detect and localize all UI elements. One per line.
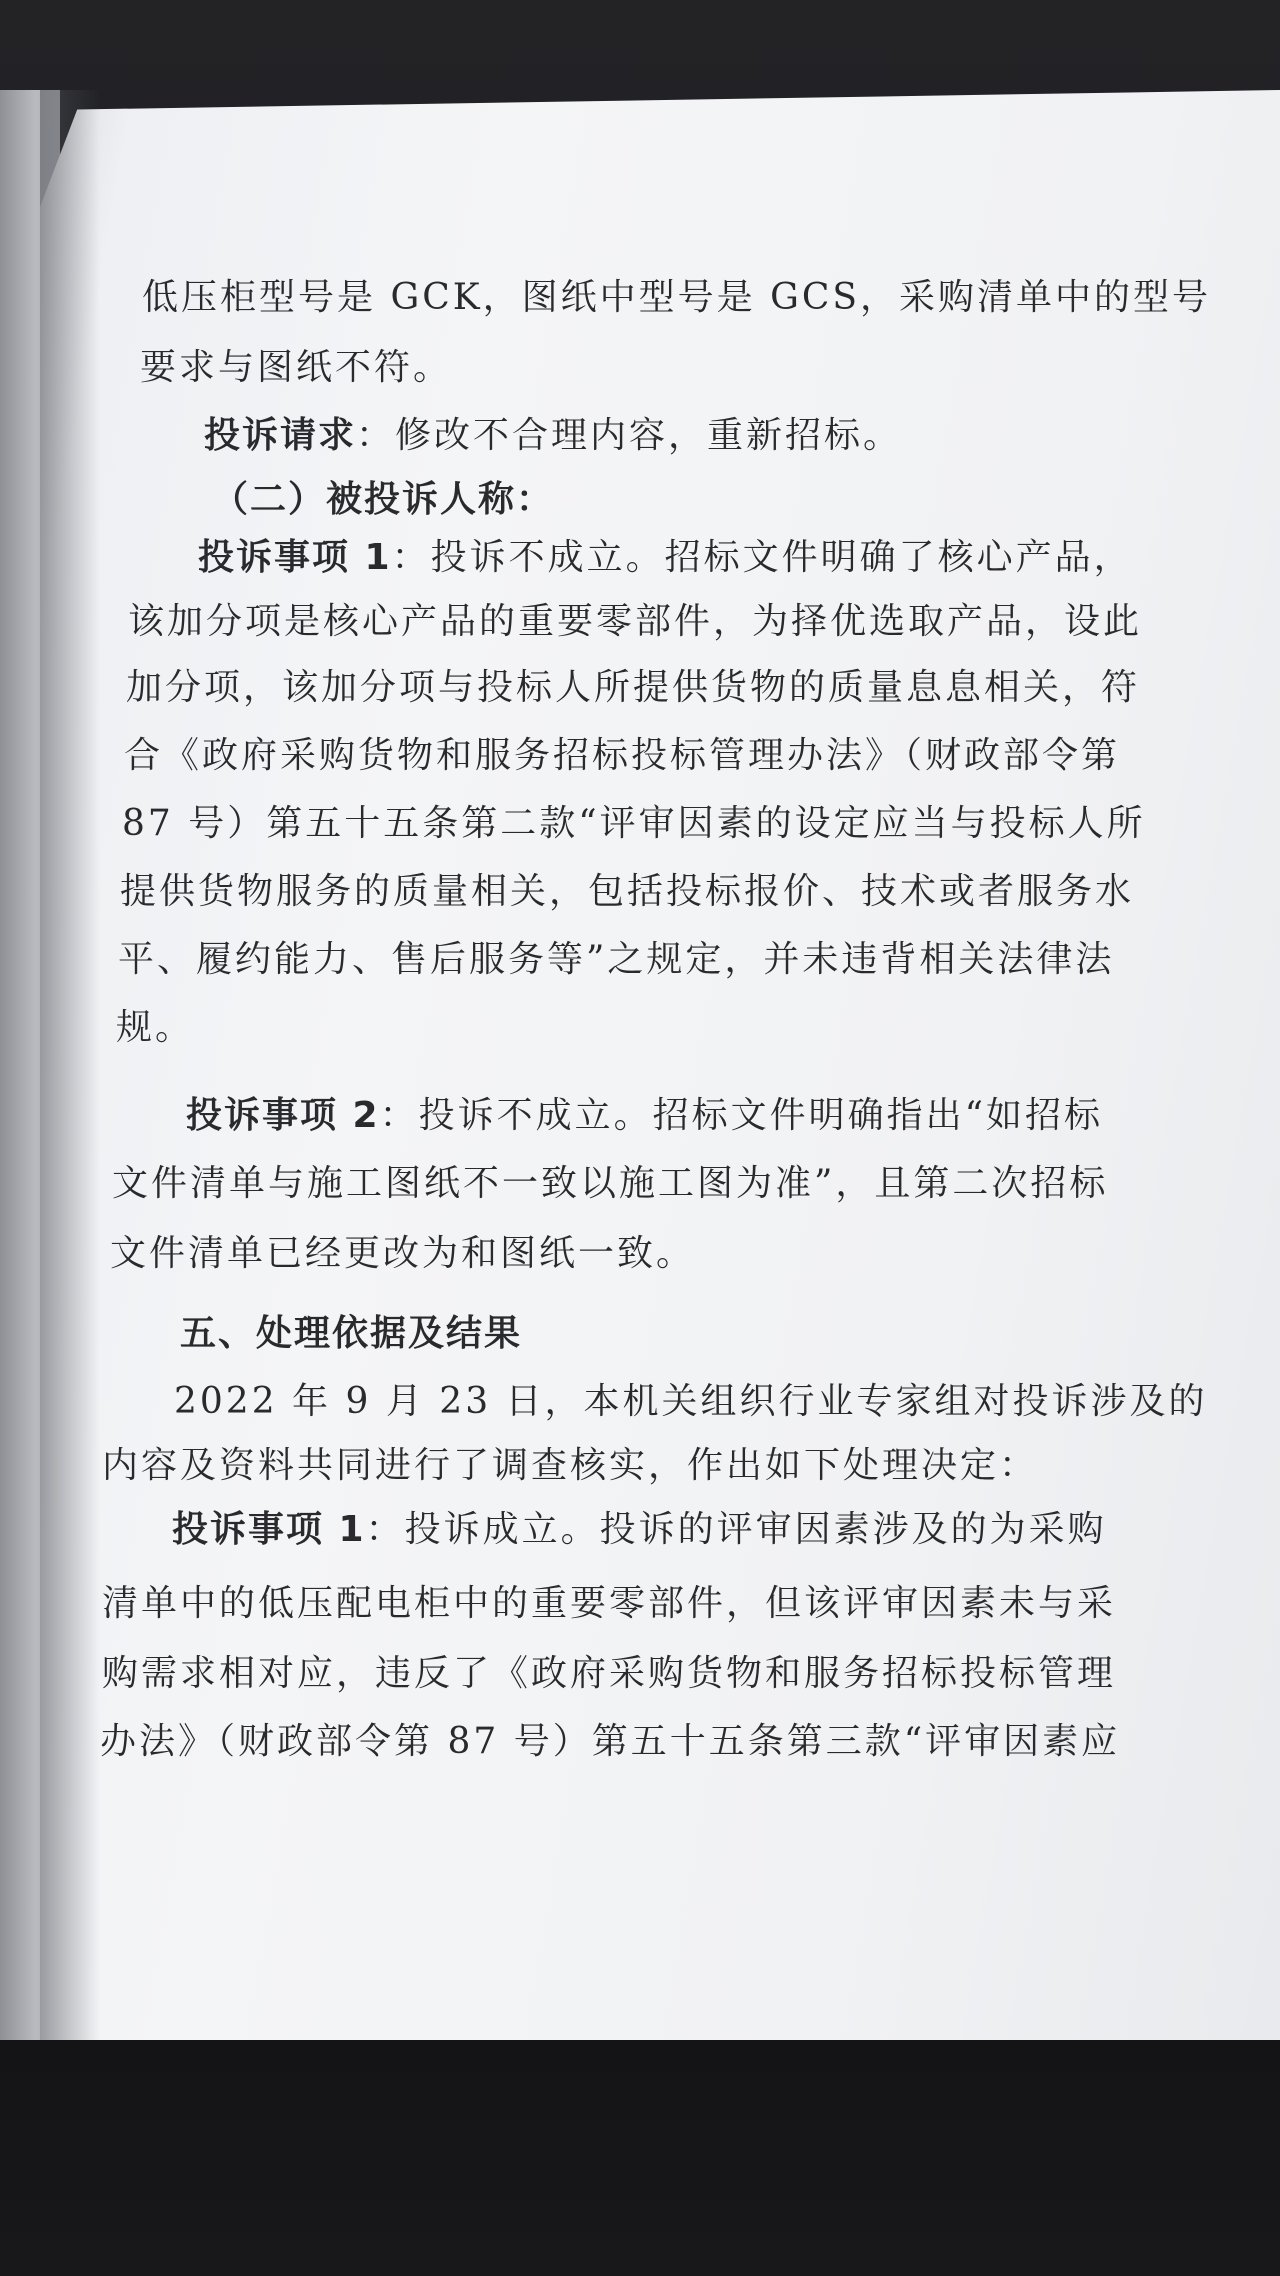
complaint-item-line [186,1095,1103,1136]
body-line [116,1007,195,1048]
body-line [112,1163,1109,1204]
heading-text: 五、处理依据及结果 [180,1313,523,1354]
body-line [122,803,1146,844]
body-line [128,601,1143,642]
line-text: ：修改不合理内容，重新招标。 [356,415,903,456]
body-line [110,1233,696,1274]
line-text: 文件清单已经更改为和图纸一致。 [110,1233,696,1274]
line-text: ：投诉不成立。招标文件明确指出“如招标 [379,1095,1103,1136]
line-text: 87 号）第五十五条第二款“评审因素的设定应当与投标人所 [122,803,1146,844]
line-text: 该加分项是核心产品的重要零部件，为择优选取产品，设此 [128,601,1143,642]
line-text: 2022 年 9 月 23 日，本机关组织行业专家组对投诉涉及的 [174,1381,1208,1422]
line-text: 提供货物服务的质量相关，包括投标报价、技术或者服务水 [120,871,1135,912]
subheading-text: （二）被投诉人称： [212,479,555,520]
line-label-bold: 投诉请求 [204,415,357,456]
line-text: 内容及资料共同进行了调查核实，作出如下处理决定： [102,1445,1039,1486]
body-line [124,735,1121,776]
body-line [120,871,1135,912]
line-text: 文件清单与施工图纸不一致以施工图为准”，且第二次招标 [112,1163,1109,1204]
body-line [140,347,453,388]
line-text: 加分项，该加分项与投标人所提供货物的质量息息相关，符 [126,667,1141,708]
line-label-bold: 投诉事项 1 [172,1509,366,1550]
line-text: 要求与图纸不符。 [140,347,453,388]
section-subheading [212,479,555,520]
line-text: 平、履约能力、售后服务等”之规定，并未违背相关法律法 [118,939,1115,980]
line-text: 清单中的低压配电柜中的重要零部件，但该评审因素未与采 [102,1583,1117,1624]
line-text: 购需求相对应，违反了《政府采购货物和服务招标投标管理 [102,1653,1117,1694]
complaint-item-line [172,1509,1107,1550]
body-line [126,667,1141,708]
complaint-request-line [204,415,903,456]
line-text: 合《政府采购货物和服务招标投标管理办法》（财政部令第 [124,735,1121,776]
line-text: 规。 [116,1007,195,1048]
line-label-bold: 投诉事项 1 [198,537,392,578]
body-line [174,1381,1208,1422]
table-surface [0,2040,1280,2276]
body-line [142,277,1212,318]
line-text: 低压柜型号是 GCK，图纸中型号是 GCS，采购清单中的型号 [142,277,1212,318]
body-line [118,939,1115,980]
body-line [102,1445,1039,1486]
line-label-bold: 投诉事项 2 [186,1095,380,1136]
line-text: 办法》（财政部令第 87 号）第五十五条第三款“评审因素应 [100,1721,1121,1762]
body-line [102,1583,1117,1624]
complaint-item-line [198,537,1133,578]
line-text: ：投诉不成立。招标文件明确了核心产品， [391,537,1133,578]
section-heading [180,1313,523,1354]
body-line [102,1653,1117,1694]
line-text: ：投诉成立。投诉的评审因素涉及的为采购 [365,1509,1107,1550]
body-line [100,1721,1121,1762]
